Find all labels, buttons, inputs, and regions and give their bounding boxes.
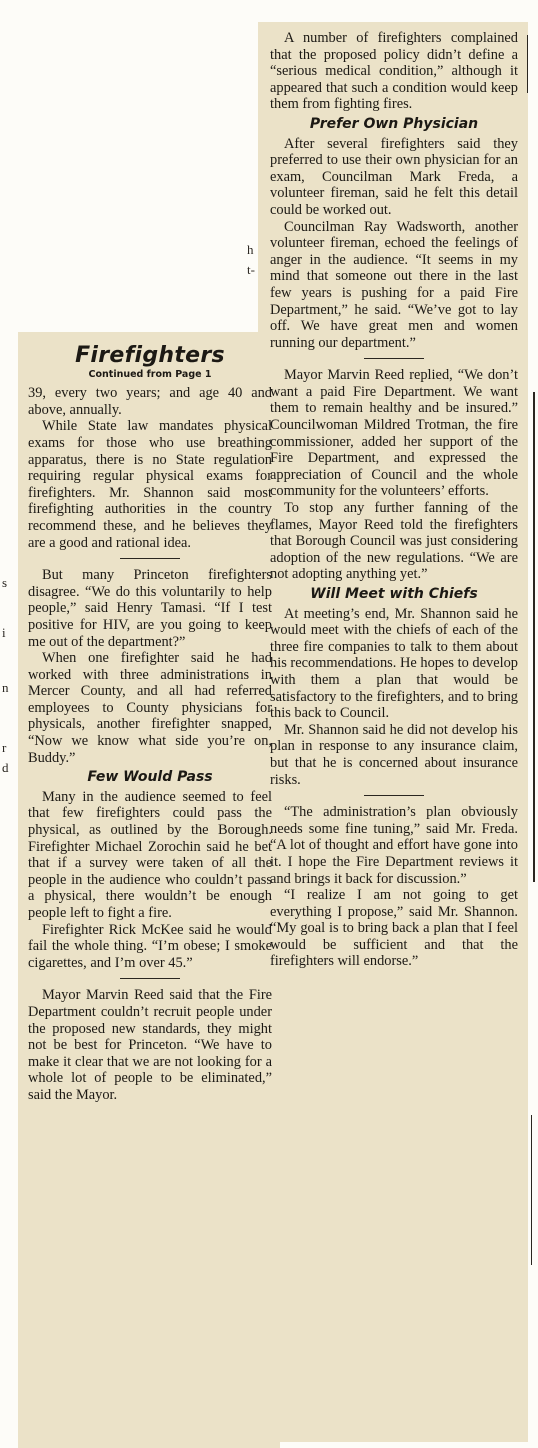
continued-from-label: Continued from Page 1 — [88, 368, 212, 380]
body-paragraph: 39, every two years; and age 40 and above, annually. — [28, 385, 272, 418]
margin-fragment: d — [2, 760, 9, 775]
body-paragraph: Firefighter Rick McKee said he would fail the whole thing. “I’m obese; I smoke cigarettes, and I’m over 45.” — [28, 921, 272, 971]
body-paragraph: Mayor Marvin Reed said that the Fire Department couldn’t recruit people under the proposed new standards, they might not be best for Princeton. “We have to make it clear that we are not looking for a whole lot of people to be eliminated,” said the Mayor. — [28, 987, 272, 1103]
margin-fragment: n — [2, 680, 9, 695]
section-divider — [120, 558, 180, 559]
body-paragraph: At meeting’s end, Mr. Shannon said he would meet with the chiefs of each of the three fire companies to talk to them about his recommendations. He hopes to develop with them a plan that would be satisfactory to the firefighters, and to bring this back to Council. — [270, 605, 518, 722]
column-border-line — [527, 35, 528, 93]
body-paragraph: Mr. Shannon said he did not develop his plan in response to any insurance claim, but that he is concerned about insurance risks. — [270, 721, 518, 788]
body-paragraph: When one firefighter said he had worked with three administrations in Mercer County, and all had referred employees to County physicians for physicals, another firefighter snapped, “Now we know what side you’re on, Buddy.” — [28, 650, 272, 766]
subheading: Few Would Pass — [87, 769, 213, 786]
body-paragraph: To stop any further fanning of the flames, Mayor Reed told the firefighters that Borough Council was just considering adoption of the new regulations. “We are not adopting anything yet.” — [270, 500, 518, 583]
right-article-column — [270, 30, 518, 970]
body-paragraph: A number of firefighters complained that the proposed policy didn’t define a “serious medical condition,” although it appeared that such a condition would keep them from fighting fires. — [270, 30, 518, 113]
body-paragraph: But many Princeton firefighters disagree. “We do this voluntarily to help people,” said Henry Tamasi. “If I test positive for HIV, are you going to keep me out of the department?” — [28, 567, 272, 650]
body-paragraph: “The administration’s plan obviously needs some fine tuning,” said Mr. Freda. “A lot of thought and effort have gone into it. I hope the Fire Department reviews it and brings it back for discussion.” — [270, 804, 518, 887]
body-paragraph: After several firefighters said they preferred to use their own physician for an exam, Councilman Mark Freda, a volunteer fireman, said he felt this detail could be worked out. — [270, 135, 518, 218]
body-paragraph: “I realize I am not going to get everything I propose,” said Mr. Shannon. “My goal is to bring back a plan that I feel would be sufficient and that the firefighters will endorse.” — [270, 887, 518, 970]
margin-fragment: r — [2, 740, 7, 755]
section-divider — [364, 795, 424, 796]
section-divider — [120, 978, 180, 979]
body-paragraph: Councilman Ray Wadsworth, another volunteer fireman, echoed the feelings of anger in the audience. “It seems in my mind that someone out there in the last few years is pushing for a paid Fire Department,” he said. “We’ve got to lay off. We have great men and women running our department.” — [270, 218, 518, 351]
article-headline: Firefighters — [75, 343, 225, 368]
body-paragraph: While State law mandates physical exams for those who use breathing apparatus, there is no State regulation requiring regular physical exams for firefighters. Mr. Shannon said most firefighting authorities in the country recommend these, and he believes they are a good and rational idea. — [28, 418, 272, 551]
margin-fragment: s — [2, 575, 8, 590]
margin-fragment: h — [247, 242, 254, 257]
subheading: Will Meet with Chiefs — [310, 586, 478, 602]
margin-fragment: i — [2, 625, 6, 640]
subheading: Prefer Own Physician — [309, 115, 479, 132]
margin-fragment: t- — [247, 262, 255, 277]
left-article-column — [28, 343, 272, 1104]
body-paragraph: Many in the audience seemed to feel that few firefighters could pass the physical, as outlined by the Borough. Firefighter Michael Zorochin said he bet that if a survey were taken of all the people in the audience who couldn’t pass a physical, there wouldn’t be enough people left to fight a fire. — [28, 788, 272, 921]
section-divider — [364, 358, 424, 359]
column-border-line — [531, 1115, 532, 1265]
column-border-line — [533, 392, 535, 882]
body-paragraph: Mayor Marvin Reed replied, “We don’t want a paid Fire Department. We want them to remain healthy and be insured.” Councilwoman Mildred Trotman, the fire commissioner, added her support of the Fire Department, and expressed the appreciation of Council and the whole community for the volunteers’ efforts. — [270, 367, 518, 500]
